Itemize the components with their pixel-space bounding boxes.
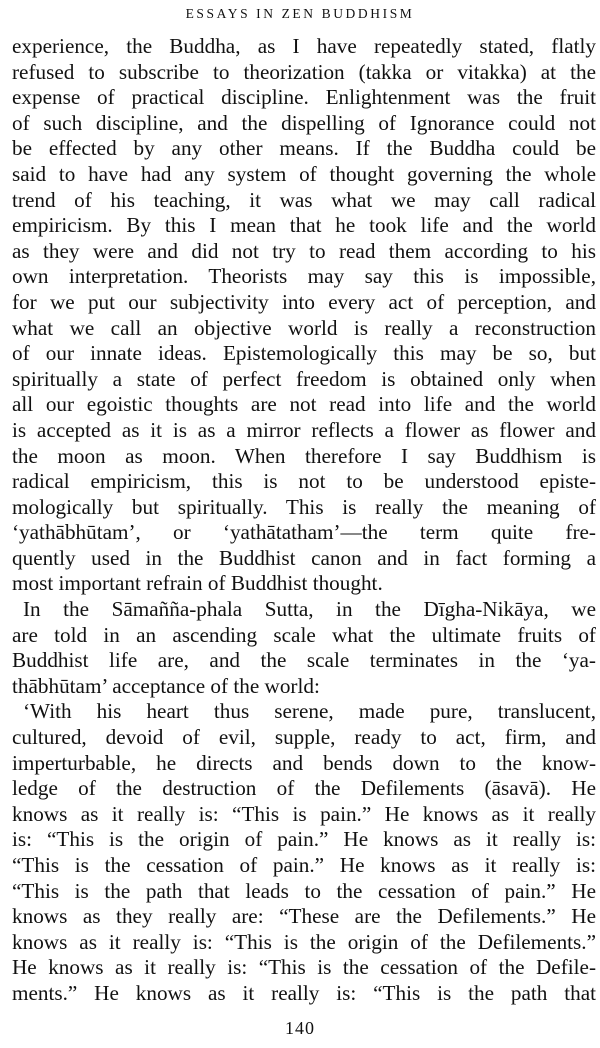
text-line: ‘yathābhūtam’, or ‘yathātatham’—the term quite fre-	[12, 520, 596, 545]
text-line: Buddhist life are, and the scale terminates in the ‘ya-	[12, 648, 596, 673]
body-text	[12, 34, 596, 1007]
text-line: expense of practical discipline. Enlightenment was the fruit	[12, 85, 596, 110]
text-line: the moon as moon. When therefore I say Buddhism is	[12, 443, 596, 468]
text-line: be effected by any other means. If the Buddha could be	[12, 136, 596, 161]
text-line: He knows as it really is: “This is the cessation of the Defile-	[12, 955, 596, 980]
text-line: own interpretation. Theorists may say this is impossible,	[12, 264, 596, 289]
text-line: is accepted as it is as a mirror reflects a flower as flower and	[12, 417, 596, 442]
text-line: most important refrain of Buddhist thought.	[12, 571, 383, 596]
text-line: knows as they really are: “These are the Defilements.” He	[12, 904, 596, 929]
text-line: ledge of the destruction of the Defilements (āsavā). He	[12, 776, 596, 801]
text-line: mologically but spiritually. This is really the meaning of	[12, 494, 596, 519]
text-line: experience, the Buddha, as I have repeatedly stated, flatly	[12, 34, 596, 58]
text-line: is: “This is the origin of pain.” He knows as it really is:	[12, 827, 596, 852]
text-line: refused to subscribe to theorization (takka or vitakka) at the	[12, 59, 596, 84]
text-line: spiritually a state of perfect freedom is obtained only when	[12, 366, 596, 391]
text-line: thābhūtam’ acceptance of the world:	[12, 673, 320, 698]
text-line: cultured, devoid of evil, supple, ready to act, firm, and	[12, 725, 596, 750]
text-line: are told in an ascending scale what the ultimate fruits of	[12, 622, 596, 647]
text-line: ments.” He knows as it really is: “This is the path that	[12, 980, 596, 1005]
page-number: 140	[285, 1018, 315, 1038]
text-line: quently used in the Buddhist canon and in fact forming a	[12, 545, 596, 570]
text-line: imperturbable, he directs and bends down to the know-	[12, 750, 596, 775]
text-line: said to have had any system of thought governing the whole	[12, 161, 596, 186]
text-line: as they were and did not try to read them according to his	[12, 238, 596, 263]
text-line: of our innate ideas. Epistemologically this may be so, but	[12, 341, 596, 366]
text-line: radical empiricism, this is not to be understood episte-	[12, 469, 596, 494]
text-line: “This is the cessation of pain.” He knows as it really is:	[12, 853, 596, 877]
text-line: all our egoistic thoughts are not read into life and the world	[12, 392, 596, 417]
text-line: of such discipline, and the dispelling of Ignorance could not	[12, 110, 596, 135]
text-line: what we call an objective world is really a reconstruction	[12, 315, 596, 340]
text-line: ‘With his heart thus serene, made pure, translucent,	[23, 699, 596, 724]
text-line: knows as it really is: “This is the origin of the Defilements.”	[12, 929, 596, 954]
text-line: “This is the path that leads to the cessation of pain.” He	[12, 878, 596, 903]
running-head: ESSAYS IN ZEN BUDDHISM	[185, 6, 415, 21]
text-line: knows as it really is: “This is pain.” He knows as it really	[12, 801, 596, 826]
text-line: for we put our subjectivity into every act of perception, and	[12, 289, 596, 314]
text-line: In the Sāmañña-phala Sutta, in the Dīgha-Nikāya, we	[23, 597, 596, 622]
text-line: empiricism. By this I mean that he took life and the world	[12, 213, 596, 238]
text-line: trend of his teaching, it was what we may call radical	[12, 187, 596, 212]
